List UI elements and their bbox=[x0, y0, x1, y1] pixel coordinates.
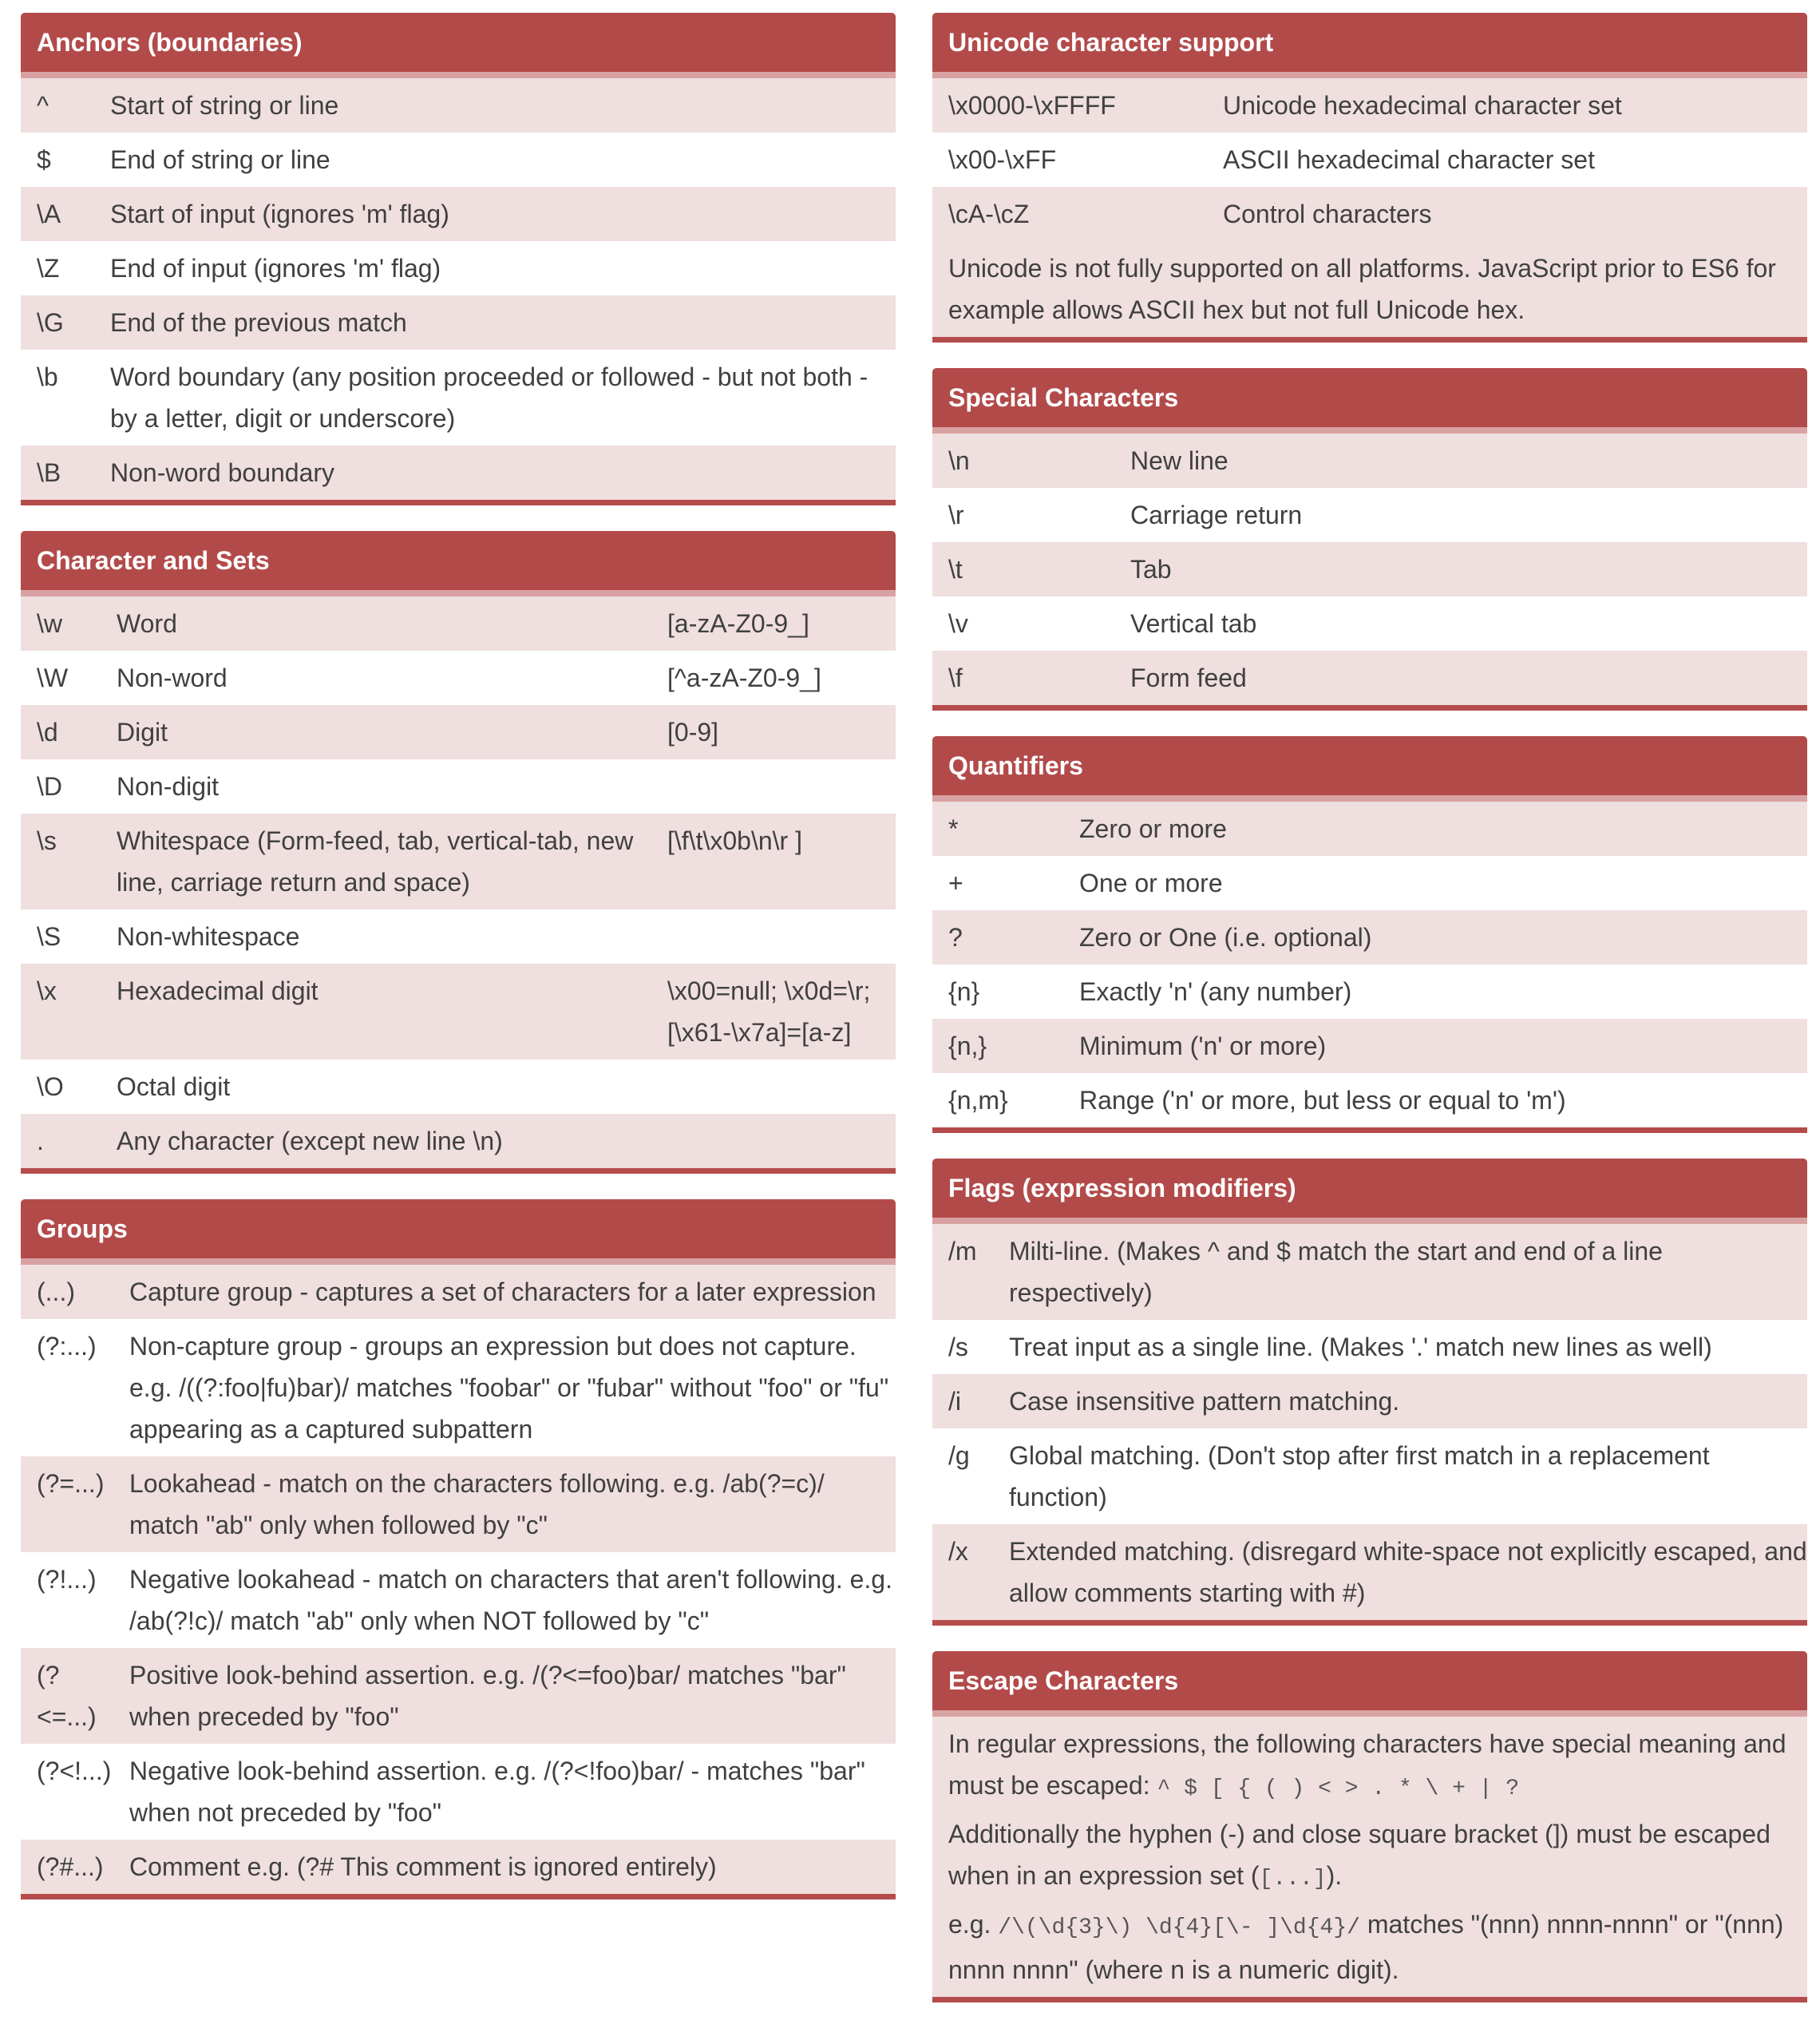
cell-symbol: \W bbox=[21, 651, 101, 705]
cell-symbol: + bbox=[932, 856, 1063, 910]
cell-symbol: (?<!...) bbox=[21, 1744, 113, 1840]
unicode-table bbox=[932, 78, 1807, 241]
cell-desc: Any character (except new line \n) bbox=[101, 1114, 651, 1168]
table-row bbox=[932, 965, 1807, 1019]
cell-symbol: \A bbox=[21, 187, 94, 241]
cell-example: [a-zA-Z0-9_] bbox=[651, 596, 896, 651]
escape-section bbox=[932, 1651, 1807, 2002]
table-row bbox=[932, 1019, 1807, 1073]
cell-symbol: /m bbox=[932, 1224, 993, 1320]
table-row bbox=[932, 1524, 1807, 1620]
flags-table bbox=[932, 1224, 1807, 1620]
cell-example: [\f\t\x0b\n\r ] bbox=[651, 814, 896, 909]
escape-p2-end: ). bbox=[1326, 1861, 1343, 1890]
cell-desc: Non-capture group - groups an expression but does not capture. e.g. /((?:foo|fu)bar)/ matches "foobar" or "fubar" without "foo" or "fu" appearing as a captured subpattern bbox=[113, 1319, 896, 1456]
cell-symbol: (?!...) bbox=[21, 1552, 113, 1648]
right-column bbox=[932, 13, 1807, 2028]
table-row bbox=[21, 187, 896, 241]
cell-desc: Non-whitespace bbox=[101, 909, 651, 964]
table-row bbox=[21, 964, 896, 1060]
table-row bbox=[21, 241, 896, 295]
cell-desc: Control characters bbox=[1207, 187, 1807, 241]
table-row bbox=[932, 1320, 1807, 1374]
cell-desc: Range ('n' or more, but less or equal to 'm') bbox=[1063, 1073, 1807, 1127]
cell-symbol: $ bbox=[21, 133, 94, 187]
cell-desc: Exactly 'n' (any number) bbox=[1063, 965, 1807, 1019]
cell-example bbox=[651, 1114, 896, 1168]
cell-desc: End of the previous match bbox=[94, 295, 896, 350]
escape-p3-code: /\(\d{3}\) \d{4}[\- ]\d{4}/ bbox=[998, 1915, 1360, 1940]
table-row bbox=[21, 1114, 896, 1168]
table-row bbox=[932, 1428, 1807, 1524]
cell-symbol: (?:...) bbox=[21, 1319, 113, 1456]
cell-symbol: /x bbox=[932, 1524, 993, 1620]
table-row bbox=[21, 705, 896, 759]
cell-desc: Word boundary (any position proceeded or followed - but not both - by a letter, digit or underscore) bbox=[94, 350, 896, 446]
anchors-table bbox=[21, 78, 896, 500]
special-table bbox=[932, 434, 1807, 705]
cell-symbol: /s bbox=[932, 1320, 993, 1374]
anchors-header: Anchors (boundaries) bbox=[21, 13, 896, 78]
cell-desc: Comment e.g. (?# This comment is ignored entirely) bbox=[113, 1840, 896, 1894]
table-row bbox=[21, 759, 896, 814]
cell-desc: New line bbox=[1114, 434, 1807, 488]
cell-symbol: \Z bbox=[21, 241, 94, 295]
cell-symbol: (?#...) bbox=[21, 1840, 113, 1894]
escape-paragraph-2 bbox=[948, 1813, 1791, 1900]
cell-symbol: (?=...) bbox=[21, 1456, 113, 1552]
cell-symbol: {n,} bbox=[932, 1019, 1063, 1073]
charsets-header: Character and Sets bbox=[21, 531, 896, 596]
unicode-note: Unicode is not fully supported on all platforms. JavaScript prior to ES6 for example allows ASCII hex but not full Unicode hex. bbox=[932, 241, 1807, 337]
cell-desc: Minimum ('n' or more) bbox=[1063, 1019, 1807, 1073]
cell-desc: Case insensitive pattern matching. bbox=[993, 1374, 1807, 1428]
special-section bbox=[932, 368, 1807, 711]
cell-symbol: {n,m} bbox=[932, 1073, 1063, 1127]
cell-symbol: \x0000-\xFFFF bbox=[932, 78, 1207, 133]
cell-desc: Non-word bbox=[101, 651, 651, 705]
table-row bbox=[21, 1319, 896, 1456]
cell-desc: Treat input as a single line. (Makes '.' match new lines as well) bbox=[993, 1320, 1807, 1374]
cell-symbol: \B bbox=[21, 446, 94, 500]
cell-symbol: \w bbox=[21, 596, 101, 651]
cell-symbol: \s bbox=[21, 814, 101, 909]
escape-body bbox=[932, 1717, 1807, 1997]
cell-example: [^a-zA-Z0-9_] bbox=[651, 651, 896, 705]
cell-desc: Positive look-behind assertion. e.g. /(?<=foo)bar/ matches "bar" when preceded by "foo" bbox=[113, 1648, 896, 1744]
cell-example bbox=[651, 759, 896, 814]
escape-paragraph-1 bbox=[948, 1723, 1791, 1810]
table-row bbox=[21, 1265, 896, 1319]
cell-desc: Whitespace (Form-feed, tab, vertical-tab, new line, carriage return and space) bbox=[101, 814, 651, 909]
escape-header: Escape Characters bbox=[932, 1651, 1807, 1717]
table-row bbox=[932, 488, 1807, 542]
table-row bbox=[932, 78, 1807, 133]
cell-desc: Global matching. (Don't stop after first match in a replacement function) bbox=[993, 1428, 1807, 1524]
cell-symbol: /i bbox=[932, 1374, 993, 1428]
cell-example bbox=[651, 1060, 896, 1114]
cell-symbol: * bbox=[932, 802, 1063, 856]
cell-desc: End of string or line bbox=[94, 133, 896, 187]
table-row bbox=[932, 1374, 1807, 1428]
unicode-header: Unicode character support bbox=[932, 13, 1807, 78]
cell-symbol: \v bbox=[932, 596, 1114, 651]
special-header: Special Characters bbox=[932, 368, 1807, 434]
charsets-section bbox=[21, 531, 896, 1174]
cell-desc: Zero or more bbox=[1063, 802, 1807, 856]
table-row bbox=[21, 814, 896, 909]
table-row bbox=[21, 1648, 896, 1744]
cell-desc: End of input (ignores 'm' flag) bbox=[94, 241, 896, 295]
cell-symbol: /g bbox=[932, 1428, 993, 1524]
cell-desc: Vertical tab bbox=[1114, 596, 1807, 651]
cell-example: [0-9] bbox=[651, 705, 896, 759]
table-row bbox=[932, 1224, 1807, 1320]
cell-symbol: \b bbox=[21, 350, 94, 446]
cell-desc: Carriage return bbox=[1114, 488, 1807, 542]
flags-section bbox=[932, 1159, 1807, 1626]
cell-desc: Non-word boundary bbox=[94, 446, 896, 500]
cell-symbol: \O bbox=[21, 1060, 101, 1114]
cell-symbol: \r bbox=[932, 488, 1114, 542]
cell-desc: Form feed bbox=[1114, 651, 1807, 705]
cell-desc: Start of string or line bbox=[94, 78, 896, 133]
cell-symbol: (...) bbox=[21, 1265, 113, 1319]
groups-header: Groups bbox=[21, 1199, 896, 1265]
escape-p2-text: Additionally the hyphen (-) and close square bracket (]) must be escaped when in an expression set ( bbox=[948, 1820, 1771, 1890]
unicode-section bbox=[932, 13, 1807, 343]
cell-desc: Non-digit bbox=[101, 759, 651, 814]
table-row bbox=[932, 910, 1807, 965]
cell-symbol: \x bbox=[21, 964, 101, 1060]
cell-symbol: \f bbox=[932, 651, 1114, 705]
cell-desc: Start of input (ignores 'm' flag) bbox=[94, 187, 896, 241]
cell-symbol: \x00-\xFF bbox=[932, 133, 1207, 187]
cell-desc: ASCII hexadecimal character set bbox=[1207, 133, 1807, 187]
cell-desc: Zero or One (i.e. optional) bbox=[1063, 910, 1807, 965]
cell-desc: Digit bbox=[101, 705, 651, 759]
table-row bbox=[932, 856, 1807, 910]
escape-paragraph-3 bbox=[948, 1903, 1791, 1991]
cell-symbol: ? bbox=[932, 910, 1063, 965]
cell-desc: Capture group - captures a set of characters for a later expression bbox=[113, 1265, 896, 1319]
escape-p3-prefix: e.g. bbox=[948, 1910, 999, 1939]
groups-table bbox=[21, 1265, 896, 1894]
cell-symbol: \t bbox=[932, 542, 1114, 596]
left-column bbox=[21, 13, 896, 1925]
table-row bbox=[932, 651, 1807, 705]
table-row bbox=[21, 1060, 896, 1114]
cell-symbol: \D bbox=[21, 759, 101, 814]
table-row bbox=[21, 651, 896, 705]
cell-desc: Tab bbox=[1114, 542, 1807, 596]
cell-symbol: (?<=...) bbox=[21, 1648, 113, 1744]
quantifiers-table bbox=[932, 802, 1807, 1127]
table-row bbox=[21, 909, 896, 964]
anchors-section bbox=[21, 13, 896, 505]
groups-section bbox=[21, 1199, 896, 1899]
quantifiers-section bbox=[932, 736, 1807, 1133]
escape-p1-code: ^ $ [ { ( ) < > . * \ + | ? bbox=[1157, 1777, 1520, 1801]
cell-desc: Octal digit bbox=[101, 1060, 651, 1114]
escape-p3-text: matches "(nnn) nnnn-nnnn" or "(nnn) nnnn nnnn" (where n is a numeric digit). bbox=[948, 1910, 1784, 1984]
table-row bbox=[21, 350, 896, 446]
cell-desc: Hexadecimal digit bbox=[101, 964, 651, 1060]
table-row bbox=[21, 596, 896, 651]
table-row bbox=[932, 434, 1807, 488]
cell-symbol: \G bbox=[21, 295, 94, 350]
table-row bbox=[21, 295, 896, 350]
charsets-table bbox=[21, 596, 896, 1168]
table-row bbox=[932, 802, 1807, 856]
flags-header: Flags (expression modifiers) bbox=[932, 1159, 1807, 1224]
table-row bbox=[21, 133, 896, 187]
cell-symbol: \n bbox=[932, 434, 1114, 488]
cell-desc: Unicode hexadecimal character set bbox=[1207, 78, 1807, 133]
cell-example: \x00=null; \x0d=\r; [\x61-\x7a]=[a-z] bbox=[651, 964, 896, 1060]
cell-desc: One or more bbox=[1063, 856, 1807, 910]
cell-desc: Milti-line. (Makes ^ and $ match the start and end of a line respectively) bbox=[993, 1224, 1807, 1320]
quantifiers-header: Quantifiers bbox=[932, 736, 1807, 802]
table-row bbox=[21, 78, 896, 133]
table-row bbox=[932, 1073, 1807, 1127]
table-row bbox=[21, 1840, 896, 1894]
table-row bbox=[21, 1456, 896, 1552]
cell-desc: Negative lookahead - match on characters that aren't following. e.g. /ab(?!c)/ match "ab" only when NOT followed by "c" bbox=[113, 1552, 896, 1648]
table-row bbox=[21, 1552, 896, 1648]
escape-p1-text: In regular expressions, the following characters have special meaning and must be escaped: bbox=[948, 1729, 1786, 1800]
table-row bbox=[932, 596, 1807, 651]
cell-symbol: ^ bbox=[21, 78, 94, 133]
cell-desc: Word bbox=[101, 596, 651, 651]
cell-desc: Negative look-behind assertion. e.g. /(?<!foo)bar/ - matches "bar" when not preceded by "foo" bbox=[113, 1744, 896, 1840]
cell-symbol: . bbox=[21, 1114, 101, 1168]
cell-symbol: \cA-\cZ bbox=[932, 187, 1207, 241]
table-row bbox=[21, 1744, 896, 1840]
table-row bbox=[932, 133, 1807, 187]
table-row bbox=[932, 187, 1807, 241]
cell-symbol: \d bbox=[21, 705, 101, 759]
table-row bbox=[21, 446, 896, 500]
cell-symbol: \S bbox=[21, 909, 101, 964]
escape-p2-code: [...] bbox=[1259, 1867, 1327, 1891]
cell-desc: Extended matching. (disregard white-space not explicitly escaped, and allow comments starting with #) bbox=[993, 1524, 1807, 1620]
cell-example bbox=[651, 909, 896, 964]
cell-symbol: {n} bbox=[932, 965, 1063, 1019]
table-row bbox=[932, 542, 1807, 596]
cell-desc: Lookahead - match on the characters following. e.g. /ab(?=c)/ match "ab" only when followed by "c" bbox=[113, 1456, 896, 1552]
